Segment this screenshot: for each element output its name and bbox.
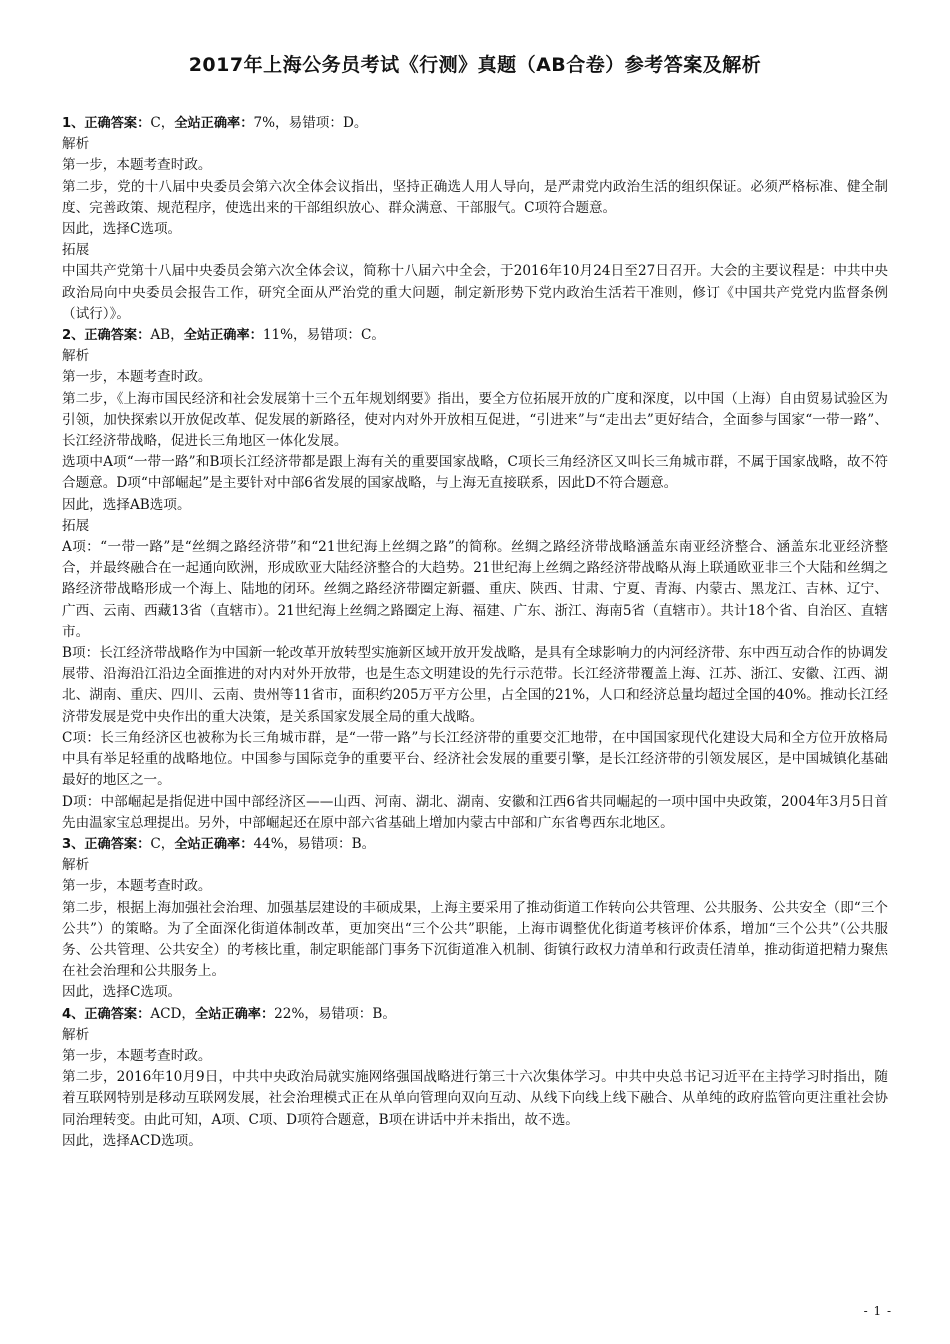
conclusion: 因此，选择C选项。: [62, 221, 182, 238]
question-block: [62, 113, 888, 325]
rate-label: 全站正确率：: [174, 836, 254, 852]
question-block: [62, 834, 888, 1004]
rate-label: 全站正确率：: [183, 328, 263, 344]
analysis-heading: 解析: [62, 348, 90, 365]
answer-label: 正确答案：: [84, 1006, 151, 1022]
question-number: 4、: [62, 1006, 85, 1022]
extension-heading: 拓展: [62, 242, 90, 259]
step-one: 第一步，本题考查时政。: [62, 369, 212, 386]
answer-value: ACD，: [150, 1005, 196, 1022]
document-title: 2017年上海公务员考试《行测》真题（AB合卷）参考答案及解析: [188, 54, 762, 76]
question-block: [62, 325, 888, 834]
analysis-heading: 解析: [62, 136, 90, 153]
step-one: 第一步，本题考查时政。: [62, 1047, 212, 1064]
conclusion: 因此，选择AB选项。: [62, 496, 191, 513]
step-two: 第二步，根据上海加强社会治理、加强基层建设的丰硕成果，上海主要采用了推动街道工作转向公共管理、公共服务、公共安全（即“三个公共”）的策略。为了全面深化街道体制改革，更加突出“三个公共”职能，上海市调整优化街道考核评价体系，增加“三个公共”（公共服务、公共管理、公共安全）的考核比重，制定职能部门事务下沉街道准入机制、街镇行政权力清单和行政责任清单，推动街道把精力聚焦在社会治理和公共服务上。: [62, 899, 888, 980]
question-number: 1、: [62, 116, 85, 131]
answer-line: [62, 325, 888, 346]
conclusion: 因此，选择ACD选项。: [62, 1132, 202, 1149]
extension-paragraph: C项：长三角经济区也被称为长三角城市群，是“一带一路”与长江经济带的重要交汇地带，在中国国家现代化建设大局和全方位开放格局中具有举足轻重的战略地位。中国参与国际竞争的重要平台、经济社会发展的重要引擎，是长江经济带的引领发展区，是中国城镇化基础最好的地区之一。: [62, 729, 888, 789]
extension-heading: 拓展: [62, 517, 90, 534]
answer-label: 正确答案：: [84, 116, 151, 131]
step-one: 第一步，本题考查时政。: [62, 878, 212, 895]
answer-value: C，: [150, 115, 175, 131]
rate-value: 44%，易错项：B。: [253, 835, 376, 852]
rate-label: 全站正确率：: [195, 1006, 275, 1022]
extension-paragraph: B项：长江经济带战略作为中国新一轮改革开放转型实施新区域开放开发战略，是具有全球影响力的内河经济带、东中西互动合作的协调发展带、沿海沿江沿边全面推进的对内对外开放带，也是生态文明建设的先行示范带。长江经济带覆盖上海、江苏、浙江、安徽、江西、湖北、湖南、重庆、四川、云南、贵州等11省市，面积约205万平方公里，占全国的21%，人口和经济总量均超过全国的40%。推动长江经济带发展是党中央作出的重大决策，是关系国家发展全局的重大战略。: [62, 645, 888, 725]
answer-value: C，: [150, 835, 175, 852]
answer-line: [62, 834, 888, 855]
option-analysis: 选项中A项“一带一路”和B项长江经济带都是跟上海有关的重要国家战略，C项长三角经济区又叫长三角城市群，不属于国家战略，故不符合题意。D项“中部崛起”是主要针对中部6省发展的国家战略，与上海无直接联系，因此D不符合题意。: [62, 454, 888, 492]
answer-label: 正确答案：: [84, 328, 151, 344]
extension-paragraph: 中国共产党第十八届中央委员会第六次全体会议，简称十八届六中全会，于2016年10月24日至27日召开。大会的主要议程是：中共中央政治局向中央委员会报告工作，研究全面从严治党的重大问题，制定新形势下党内政治生活若干准则，修订《中国共产党党内监督条例（试行）》。: [62, 263, 888, 322]
extension-paragraph: A项：“一带一路”是“丝绸之路经济带”和“21世纪海上丝绸之路”的简称。丝绸之路经济带战略涵盖东南亚经济整合、涵盖东北亚经济整合，并最终融合在一起通向欧洲，形成欧亚大陆经济整合的大趋势。21世纪海上丝绸之路经济带战略从海上联通欧亚非三个大陆和丝绸之路经济带战略形成一个海上、陆地的闭环。丝绸之路经济带圈定新疆、重庆、陕西、甘肃、宁夏、青海、内蒙古、黑龙江、吉林、辽宁、广西、云南、西藏13省（直辖市）。21世纪海上丝绸之路圈定上海、福建、广东、浙江、海南5省（直辖市）。共计18个省、自治区、直辖市。: [62, 539, 888, 640]
analysis-heading: 解析: [62, 857, 90, 874]
page-number: - 1 -: [863, 1304, 892, 1318]
step-two: 第二步，《上海市国民经济和社会发展第十三个五年规划纲要》指出，要全方位拓展开放的广度和深度，以中国（上海）自由贸易试验区为引领，加快探索以开放促改革、促发展的新路径，使对内对外开放相互促进，“引进来”与“走出去”更好结合，全面参与国家“一带一路”、长江经济带战略，促进长三角地区一体化发展。: [62, 390, 888, 450]
rate-value: 11%，易错项：C。: [262, 327, 386, 344]
step-two: 第二步，党的十八届中央委员会第六次全体会议指出，坚持正确选人用人导向，是严肃党内政治生活的组织保证。必须严格标准、健全制度、完善政策、规范程序，使选出来的干部组织放心、群众满意、干部服气。C项符合题意。: [62, 178, 888, 216]
step-one: 第一步，本题考查时政。: [62, 157, 212, 174]
document-page: [62, 50, 888, 1152]
rate-value: 7%，易错项：D。: [253, 115, 368, 131]
question-block: [62, 1004, 888, 1152]
step-two: 第二步，2016年10月9日，中共中央政治局就实施网络强国战略进行第三十六次集体学习。中共中央总书记习近平在主持学习时指出，随着互联网特别是移动互联网发展，社会治理模式正在从单向管理向双向互动、从线下向线上线下融合、从单纯的政府监管向更注重社会协同治理转变。由此可知，A项、C项、D项符合题意，B项在讲话中并未指出，故不选。: [62, 1069, 888, 1128]
extension-paragraph: D项：中部崛起是指促进中国中部经济区——山西、河南、湖北、湖南、安徽和江西6省共同崛起的一项中国中央政策，2004年3月5日首先由温家宝总理提出。另外，中部崛起还在原中部六省基础上增加内蒙古中部和广东省粤西东北地区。: [62, 793, 888, 831]
answer-line: [62, 113, 888, 134]
question-number: 2、: [62, 328, 85, 344]
conclusion: 因此，选择C选项。: [62, 984, 182, 1001]
answer-label: 正确答案：: [84, 836, 151, 852]
question-number: 3、: [62, 836, 85, 852]
answer-value: AB，: [150, 327, 184, 344]
rate-value: 22%，易错项：B。: [274, 1005, 396, 1022]
rate-label: 全站正确率：: [174, 116, 254, 131]
analysis-heading: 解析: [62, 1026, 90, 1043]
answer-line: [62, 1004, 888, 1025]
